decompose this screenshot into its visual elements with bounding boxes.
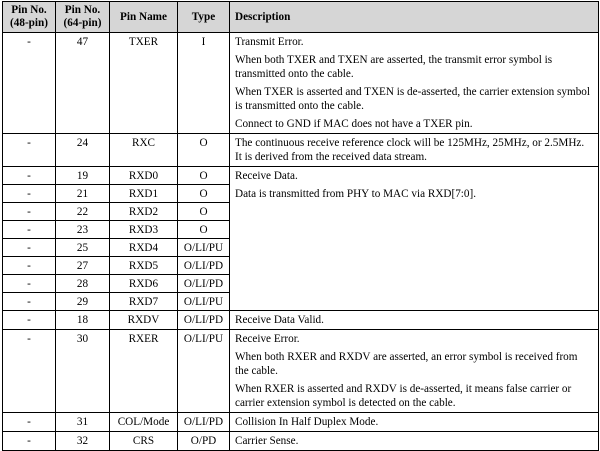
pin-48-cell: - bbox=[3, 293, 56, 311]
table-row bbox=[3, 167, 599, 185]
pin-description-cell bbox=[230, 134, 599, 167]
table-row bbox=[3, 330, 599, 413]
pin-type-cell: O/LI/PD bbox=[178, 275, 230, 293]
pin-name-cell: RXD0 bbox=[110, 167, 178, 185]
pin-type-cell: O/LI/PD bbox=[178, 311, 230, 330]
description-paragraph: When TXER is asserted and TXEN is de-asserted, the carrier extension symbol is transmitted onto the cable. bbox=[235, 86, 591, 112]
table-row bbox=[3, 311, 599, 330]
pin-48-cell: - bbox=[3, 185, 56, 203]
pin-48-cell: - bbox=[3, 330, 56, 413]
pin-description-cell bbox=[230, 413, 599, 432]
pin-64-cell: 22 bbox=[56, 203, 110, 221]
header-type: Type bbox=[178, 2, 230, 33]
description-paragraph: Carrier Sense. bbox=[235, 435, 299, 447]
pin-type-cell: O/LI/PU bbox=[178, 239, 230, 257]
pin-48-cell: - bbox=[3, 239, 56, 257]
pin-64-cell: 24 bbox=[56, 134, 110, 167]
pin-table bbox=[2, 1, 599, 451]
pin-64-cell: 30 bbox=[56, 330, 110, 413]
pin-64-cell: 31 bbox=[56, 413, 110, 432]
description-paragraph: The continuous receive reference clock will be 125MHz, 25MHz, or 2.5MHz. It is derived from the received data stream. bbox=[235, 137, 585, 163]
description-paragraph: When RXER is asserted and RXDV is de-asserted, it means false carrier or carrier extension symbol is detected on the cable. bbox=[235, 383, 572, 409]
pin-name-cell: RXD2 bbox=[110, 203, 178, 221]
pin-64-cell: 18 bbox=[56, 311, 110, 330]
pin-48-cell: - bbox=[3, 33, 56, 134]
pin-table-body bbox=[3, 33, 599, 451]
pin-description-cell bbox=[230, 167, 599, 311]
description-paragraph: Connect to GND if MAC does not have a TXER pin. bbox=[235, 118, 473, 130]
pin-type-cell: O/LI/PD bbox=[178, 413, 230, 432]
pin-64-cell: 19 bbox=[56, 167, 110, 185]
description-paragraph: When both TXER and TXEN are asserted, the transmit error symbol is transmitted onto the cable. bbox=[235, 54, 553, 80]
pin-64-cell: 28 bbox=[56, 275, 110, 293]
header-pin-48: Pin No. (48-pin) bbox=[3, 2, 56, 33]
pin-48-cell: - bbox=[3, 134, 56, 167]
pin-type-cell: I bbox=[178, 33, 230, 134]
pin-64-cell: 27 bbox=[56, 257, 110, 275]
pin-name-cell: RXD4 bbox=[110, 239, 178, 257]
pin-name-cell: RXD5 bbox=[110, 257, 178, 275]
pin-64-cell: 29 bbox=[56, 293, 110, 311]
pin-48-cell: - bbox=[3, 275, 56, 293]
pin-type-cell: O bbox=[178, 134, 230, 167]
pin-48-cell: - bbox=[3, 221, 56, 239]
header-pin-name: Pin Name bbox=[110, 2, 178, 33]
header-pin-64: Pin No. (64-pin) bbox=[56, 2, 110, 33]
pin-name-cell: RXD6 bbox=[110, 275, 178, 293]
pin-type-cell: O bbox=[178, 203, 230, 221]
pin-description-cell bbox=[230, 330, 599, 413]
pin-type-cell: O/LI/PU bbox=[178, 330, 230, 413]
pin-48-cell: - bbox=[3, 432, 56, 451]
pin-description-cell bbox=[230, 432, 599, 451]
table-row bbox=[3, 134, 599, 167]
pin-64-cell: 47 bbox=[56, 33, 110, 134]
header-description: Description bbox=[230, 2, 599, 33]
pin-type-cell: O bbox=[178, 185, 230, 203]
pin-name-cell: RXDV bbox=[110, 311, 178, 330]
pin-48-cell: - bbox=[3, 257, 56, 275]
pin-64-cell: 23 bbox=[56, 221, 110, 239]
pin-type-cell: O/PD bbox=[178, 432, 230, 451]
pin-name-cell: TXER bbox=[110, 33, 178, 134]
pin-table-header bbox=[3, 2, 599, 33]
description-paragraph: Receive Data Valid. bbox=[235, 314, 324, 326]
pin-64-cell: 32 bbox=[56, 432, 110, 451]
pin-name-cell: CRS bbox=[110, 432, 178, 451]
pin-type-cell: O/LI/PU bbox=[178, 293, 230, 311]
pin-name-cell: RXD1 bbox=[110, 185, 178, 203]
description-paragraph: Receive Error. bbox=[235, 333, 300, 345]
description-paragraph: Receive Data. bbox=[235, 170, 298, 182]
pin-48-cell: - bbox=[3, 167, 56, 185]
pin-64-cell: 25 bbox=[56, 239, 110, 257]
pin-type-cell: O/LI/PD bbox=[178, 257, 230, 275]
pin-description-cell bbox=[230, 311, 599, 330]
pin-48-cell: - bbox=[3, 413, 56, 432]
pin-description-cell bbox=[230, 33, 599, 134]
description-paragraph: When both RXER and RXDV are asserted, an error symbol is received from the cable. bbox=[235, 351, 578, 377]
pin-name-cell: RXC bbox=[110, 134, 178, 167]
pin-type-cell: O bbox=[178, 221, 230, 239]
pin-64-cell: 21 bbox=[56, 185, 110, 203]
description-paragraph: Data is transmitted from PHY to MAC via RXD[7:0]. bbox=[235, 188, 477, 200]
pin-type-cell: O bbox=[178, 167, 230, 185]
pin-name-cell: RXD7 bbox=[110, 293, 178, 311]
description-paragraph: Transmit Error. bbox=[235, 36, 304, 48]
pin-name-cell: COL/Mode bbox=[110, 413, 178, 432]
pin-48-cell: - bbox=[3, 311, 56, 330]
pin-48-cell: - bbox=[3, 203, 56, 221]
table-row bbox=[3, 33, 599, 134]
description-paragraph: Collision In Half Duplex Mode. bbox=[235, 416, 379, 428]
pin-name-cell: RXER bbox=[110, 330, 178, 413]
pin-description-sheet bbox=[2, 1, 598, 451]
pin-name-cell: RXD3 bbox=[110, 221, 178, 239]
table-row bbox=[3, 432, 599, 451]
table-row bbox=[3, 413, 599, 432]
